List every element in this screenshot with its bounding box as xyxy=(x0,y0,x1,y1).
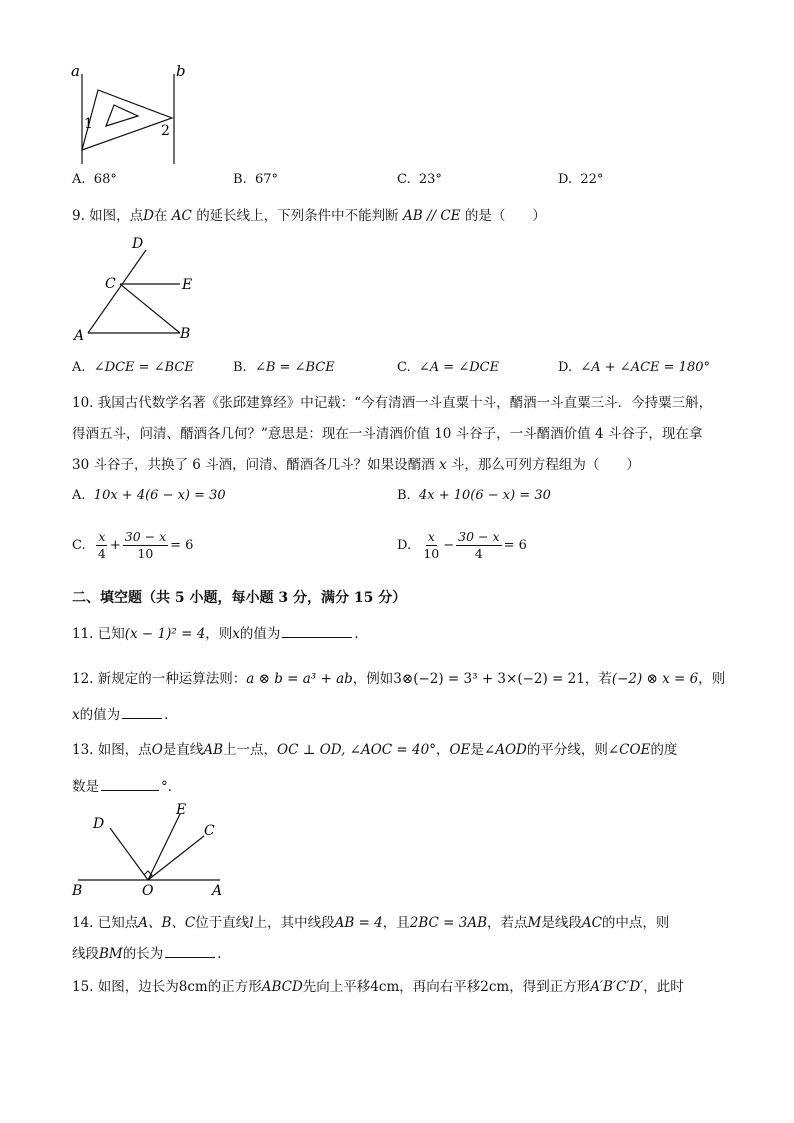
triangle-ruler-inner xyxy=(106,105,138,126)
q10-line1: 10. 我国古代数学名著《张邱建算经》中记载：“今有清酒一斗直粟十斗，醑酒一斗直粟三斗．今持粟三斛， xyxy=(72,395,713,411)
q13-line1: 13. 如图，点O是直线AB上一点，OC ⊥ OD, ∠AOC = 40°，OE是∠AOD的平分线，则∠COE的度 xyxy=(72,742,678,758)
label-a: a xyxy=(71,62,80,80)
q10-option-c: C. $\frac{x}{4}$ + $\frac{30 - x}{10}$ = 6 xyxy=(72,529,194,561)
ray-oe xyxy=(148,814,180,880)
label-a: A xyxy=(212,883,223,898)
label-e: E xyxy=(182,277,193,293)
q9-stem: 9. 如图，点D在 AC 的延长线上，下列条件中不能判断 AB // CE 的是（ ） xyxy=(72,208,546,224)
label-c: C xyxy=(105,276,116,292)
label-d: D xyxy=(93,816,105,832)
fraction: $\frac{x}{10}$ xyxy=(423,529,440,561)
q10-option-a: A. 10x + 4(6 − x) = 30 xyxy=(72,488,226,503)
answer-blank xyxy=(282,625,352,638)
answer-blank xyxy=(165,945,215,958)
q8-option-a: A. 68° xyxy=(72,172,117,187)
label-a: A xyxy=(74,328,85,344)
section-heading: 二、填空题（共 5 小题，每小题 3 分，满分 15 分） xyxy=(72,590,407,606)
label-d: D xyxy=(132,236,144,252)
answer-blank xyxy=(101,778,159,791)
fraction: $\frac{30 - x}{10}$ xyxy=(124,529,167,561)
label-b: B xyxy=(72,883,83,898)
q11: 11. 已知(x − 1)² = 4，则x的值为 ． xyxy=(72,626,368,642)
fraction: $\frac{30 - x}{4}$ xyxy=(458,529,500,561)
q9-option-c: C. ∠A = ∠DCE xyxy=(397,360,500,375)
q9-option-a: A. ∠DCE = ∠BCE xyxy=(72,360,194,375)
q8-option-b: B. 67° xyxy=(233,172,278,187)
q8-option-c: C. 23° xyxy=(397,172,442,187)
q12-line1: 12. 新规定的一种运算法则：a ⊗ b = a³ + ab，例如3⊗(−2) = 3³ + 3×(−2) = 21，若(−2) ⊗ x = 6，则 xyxy=(72,671,726,687)
label-b: B xyxy=(180,326,191,342)
answer-blank xyxy=(122,706,162,719)
line-cb xyxy=(120,284,180,333)
q12-line2: x的值为 ． xyxy=(72,707,178,723)
line-ad xyxy=(88,250,146,333)
label-o: O xyxy=(142,883,154,898)
ray-od xyxy=(110,828,148,880)
q9-option-d: D. ∠A + ∠ACE = 180° xyxy=(558,360,710,375)
q10-option-b: B. 4x + 10(6 − x) = 30 xyxy=(397,488,551,503)
q10-line2: 得酒五斗，问清、醑酒各几何？”意思是：现在一斗清酒价值 10 斗谷子，一斗醑酒价值 4 斗谷子，现在拿 xyxy=(72,426,703,442)
q13-line2: 数是 °． xyxy=(72,779,182,795)
q8-figure xyxy=(60,60,200,170)
fraction: $\frac{x}{4}$ xyxy=(97,529,106,561)
q10-line3: 30 斗谷子，共换了 6 斗酒，问清、醑酒各几斗？如果设醑酒 x 斗，那么可列方程组为（ ） xyxy=(72,457,640,473)
ray-oc xyxy=(148,836,204,880)
q10-option-d: D. $\frac{x}{10}$ − $\frac{30 - x}{4}$ = 6 xyxy=(397,529,527,561)
q9-option-b: B. ∠B = ∠BCE xyxy=(233,360,335,375)
q15-line1: 15. 如图，边长为8cm的正方形ABCD先向上平移4cm，再向右平移2cm，得到正方形A′B′C′D′，此时 xyxy=(72,979,684,995)
label-angle1: 1 xyxy=(84,116,93,132)
label-angle2: 2 xyxy=(161,123,170,139)
label-c: C xyxy=(204,823,215,839)
q14-line1: 14. 已知点A、B、C位于直线l上，其中线段AB = 4，且2BC = 3AB，若点M是线段AC的中点，则 xyxy=(72,915,670,931)
label-b: b xyxy=(176,62,186,80)
q14-line2: 线段BM的长为 ． xyxy=(72,946,231,962)
q8-option-d: D. 22° xyxy=(558,172,604,187)
q9-figure xyxy=(68,232,208,344)
label-e: E xyxy=(176,802,187,818)
q13-figure xyxy=(66,798,236,898)
